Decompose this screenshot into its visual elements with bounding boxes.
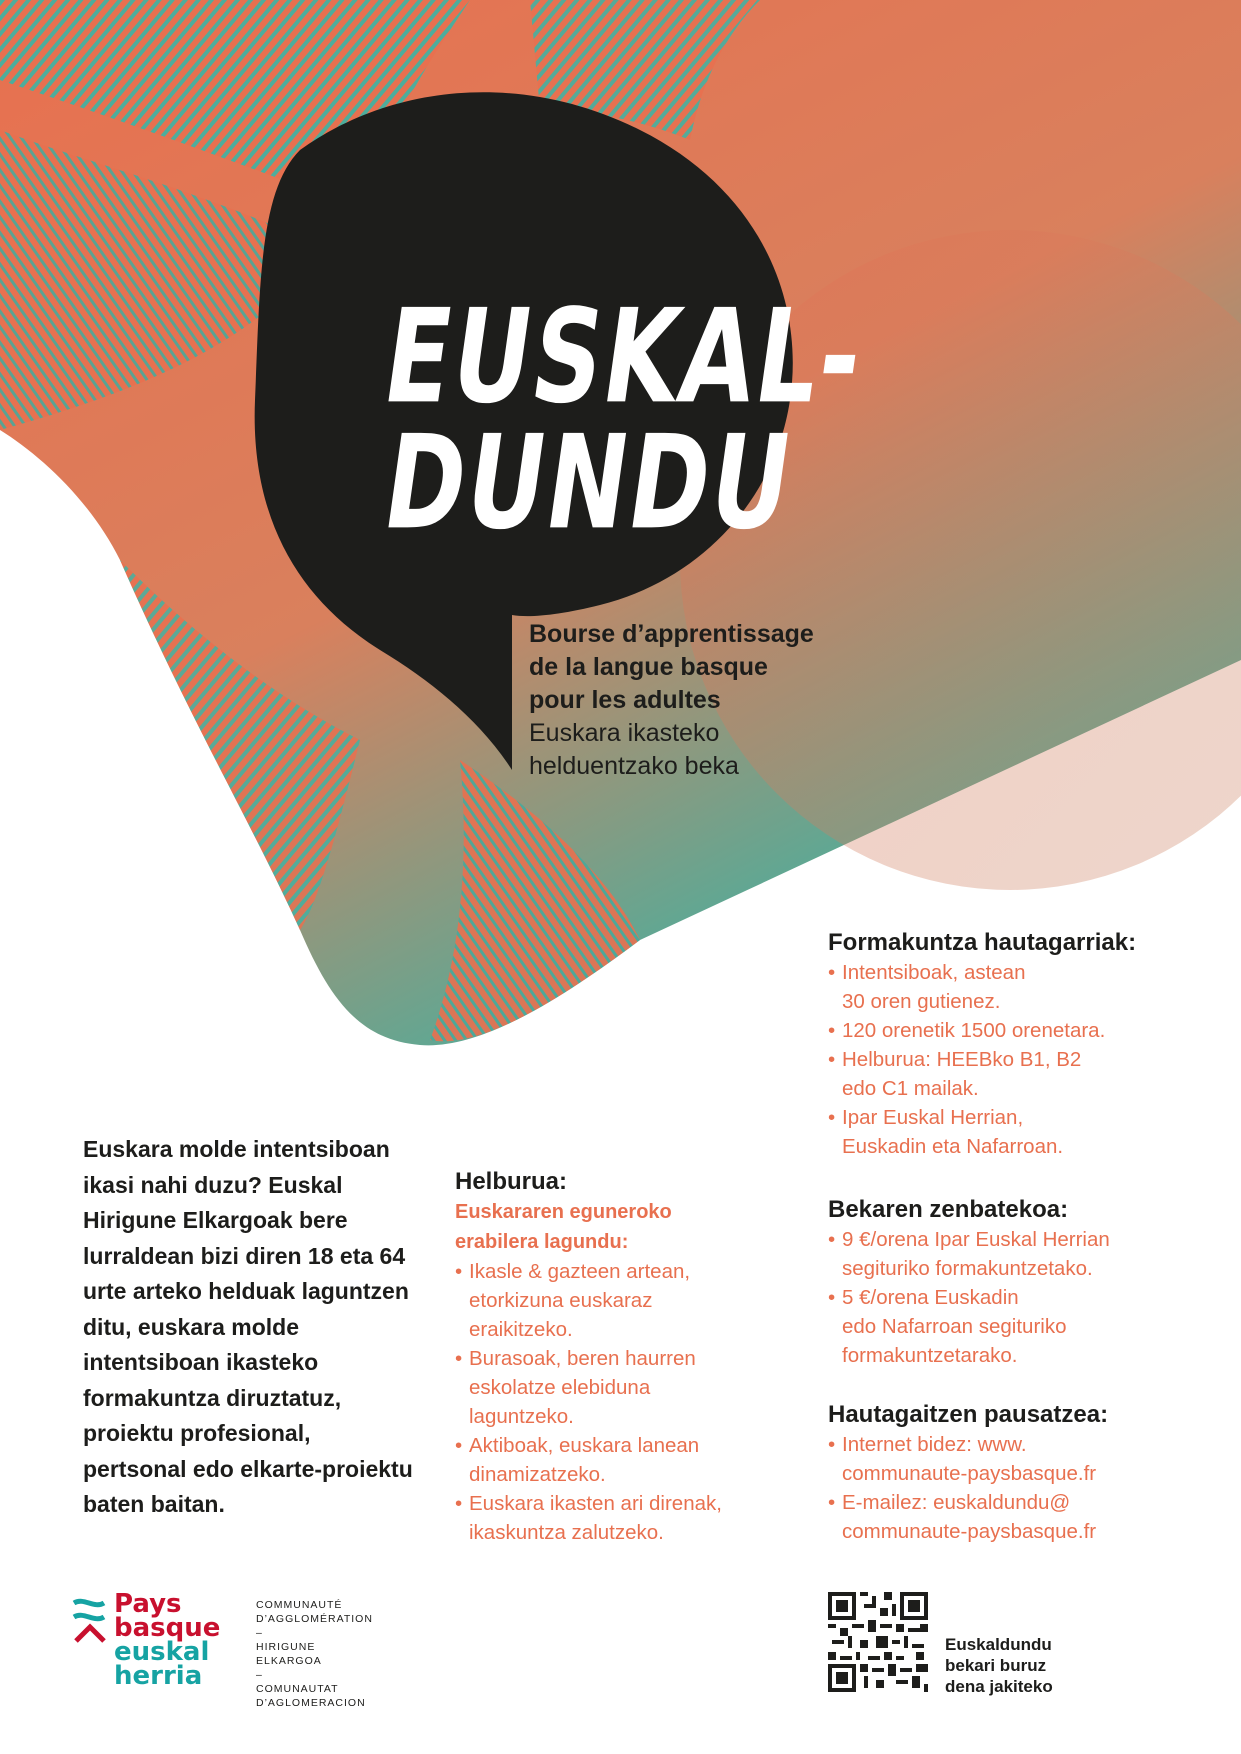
title-line-2: DUNDU <box>375 407 803 559</box>
training-item: • Ipar Euskal Herrian, Euskadin eta Nafarroan. <box>828 1103 1228 1161</box>
logo-text-2: D’AGGLOMÉRATION <box>256 1613 373 1625</box>
goal-section <box>455 1167 785 1547</box>
logo-word-4: herria <box>114 1661 203 1691</box>
amount-item: • 9 €/orena Ipar Euskal Herrian segituriko formakuntzetako. <box>828 1225 1228 1283</box>
apply-item-email: • E-mailez: euskaldundu@ communaute-paysbasque.fr <box>828 1488 1228 1546</box>
qr-caption: Euskaldundu bekari buruz dena jakiteko <box>945 1635 1053 1696</box>
apply-heading: Hautagaitzen pausatzea: <box>828 1401 1109 1428</box>
goal-item: • Ikasle & gazteen artean, etorkizuna euskaraz eraikitzeko. <box>455 1257 785 1344</box>
logo-word-1: Pays <box>114 1589 182 1619</box>
logo-word-3: euskal <box>114 1637 210 1667</box>
goal-heading: Helburua: <box>455 1168 568 1195</box>
trainings-section <box>828 928 1228 1161</box>
logo-mark-icon <box>70 1597 110 1667</box>
amount-section <box>828 1195 1228 1370</box>
subtitle-fr-3: pour les adultes <box>529 686 721 714</box>
goal-lead-2: erabilera lagundu: <box>455 1231 629 1253</box>
training-item: • 120 orenetik 1500 orenetara. <box>828 1016 1228 1045</box>
logo-text-1: COMMUNAUTÉ <box>256 1599 343 1611</box>
training-item: • Helburua: HEEBko B1, B2 edo C1 mailak. <box>828 1045 1228 1103</box>
goal-item: • Euskara ikasten ari direnak, ikaskuntza zalutzeko. <box>455 1489 785 1547</box>
logo-text-5: COMUNAUTAT <box>256 1683 339 1695</box>
apply-item-web: • Internet bidez: www. communaute-paysbasque.fr <box>828 1430 1228 1488</box>
subtitle-fr-1: Bourse d’apprentissage <box>529 620 814 648</box>
amount-heading: Bekaren zenbatekoa: <box>828 1196 1069 1223</box>
goal-item: • Burasoak, beren haurren eskolatze elebiduna laguntzeko. <box>455 1344 785 1431</box>
goal-lead-1: Euskararen eguneroko <box>455 1201 672 1223</box>
logo-text-3: HIRIGUNE <box>256 1641 316 1653</box>
amount-item: • 5 €/orena Euskadin edo Nafarroan segituriko formakuntzetarako. <box>828 1283 1228 1370</box>
goal-item: • Aktiboak, euskara lanean dinamizatzeko. <box>455 1431 785 1489</box>
qr-code[interactable] <box>828 1592 928 1692</box>
trainings-heading: Formakuntza hautagarriak: <box>828 929 1137 956</box>
subtitle-eu-2: helduentzako beka <box>529 752 739 780</box>
logo-word-2: basque <box>114 1613 221 1643</box>
intro-paragraph: Euskara molde intentsiboan ikasi nahi duzu? Euskal Hirigune Elkargoak bere lurraldean bizi diren 18 eta 64 urte arteko helduak laguntzen ditu, euskara molde intentsiboan ikasteko formakuntza diruztatuz, proiektu profesional, pertsonal edo elkarte-proiektu baten baitan. <box>83 1136 413 1517</box>
subtitle-eu-1: Euskara ikasteko <box>529 719 720 747</box>
subtitle-fr-2: de la langue basque <box>529 653 768 681</box>
logo-text-4: ELKARGOA <box>256 1655 322 1667</box>
title-line-1: EUSKAL- <box>375 281 873 433</box>
logo-text-6: D’AGLOMERACION <box>256 1697 366 1709</box>
apply-section <box>828 1400 1228 1546</box>
training-item: • Intentsiboak, astean 30 oren gutienez. <box>828 958 1228 1016</box>
